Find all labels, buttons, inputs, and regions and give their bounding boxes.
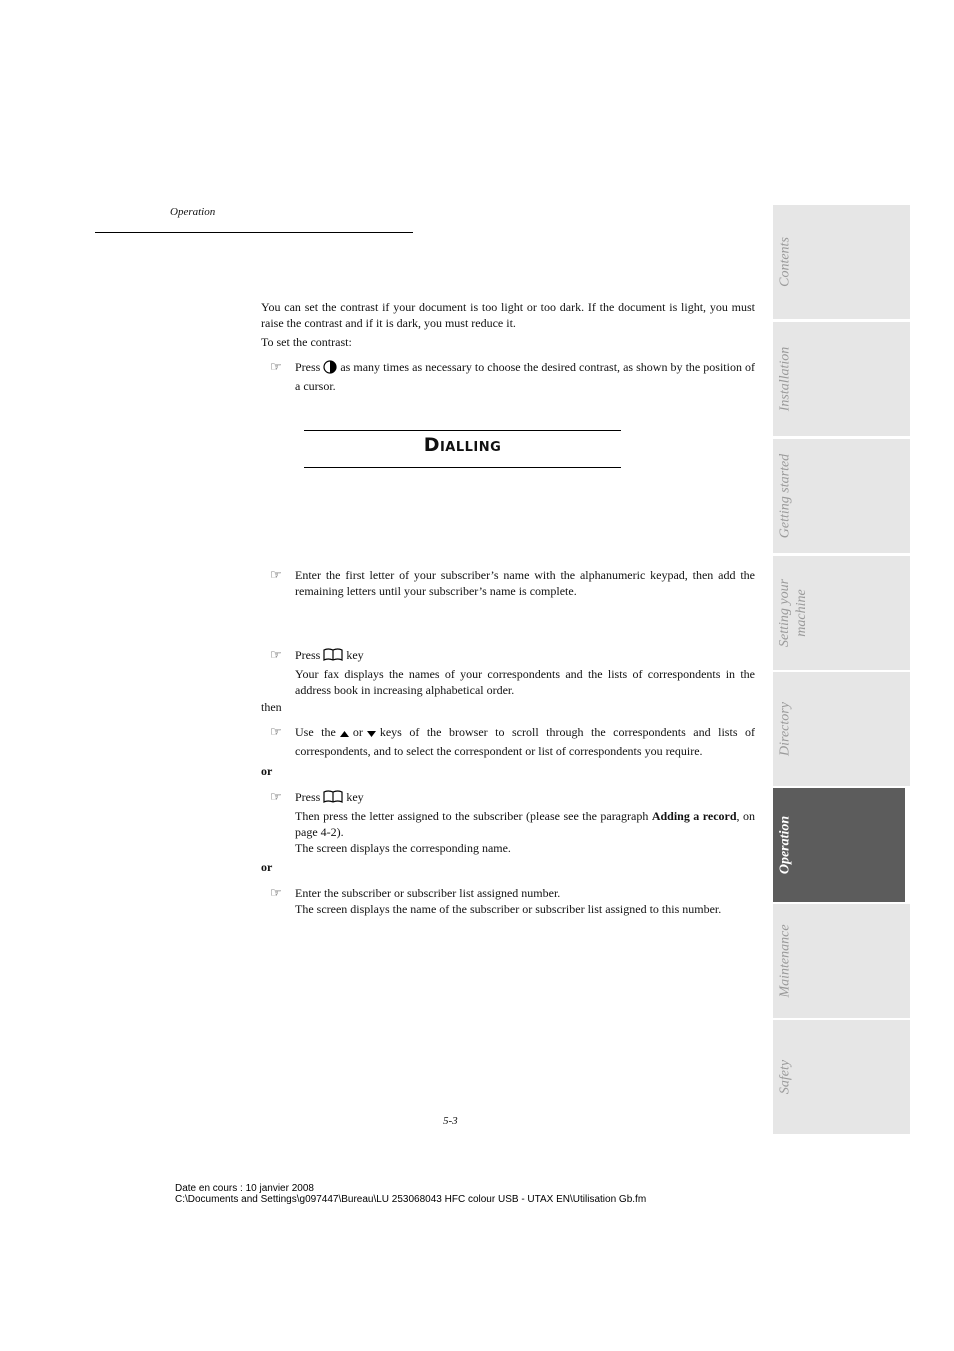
arrow-up-icon: [339, 727, 350, 743]
pointing-hand-icon: ☞: [270, 789, 282, 804]
pointing-hand-icon: ☞: [270, 567, 282, 582]
dial-step-number: Enter the subscriber or subscriber list assigned number. The screen displays the name of the subscriber or subscriber list assigned to this number.: [295, 886, 722, 916]
address-book-icon: [323, 790, 343, 808]
pointing-hand-icon: ☞: [270, 647, 282, 662]
or-label: or: [261, 764, 273, 778]
header-rule: [95, 232, 413, 233]
footer-path: C:\Documents and Settings\g097447\Bureau\LU 253068043 HFC colour USB - UTAX EN\Utilisation Gb.fm: [175, 1194, 647, 1205]
contrast-icon: [323, 360, 337, 378]
pointing-hand-icon: ☞: [270, 885, 282, 900]
tab-safety[interactable]: Safety: [773, 1020, 910, 1134]
address-book-icon: [323, 648, 343, 666]
heading-rule-top: [304, 430, 621, 431]
contrast-step: Press as many times as necessary to choose the desired contrast, as shown by the position of a cursor.: [295, 360, 755, 393]
tab-contents[interactable]: Contents: [773, 205, 910, 319]
page-number: 5-3: [443, 1115, 458, 1127]
tab-directory[interactable]: Directory: [773, 672, 910, 786]
dial-step-browse: Use the or keys of the browser to scroll through the correspondents and lists of correspondents, and to select the correspondent or list of correspondents you require.: [295, 725, 755, 758]
tab-installation[interactable]: Installation: [773, 322, 910, 436]
tab-setting-your-machine[interactable]: Setting your machine: [773, 556, 910, 670]
section-title: Dialling: [423, 434, 502, 456]
footer-date: Date en cours : 10 janvier 2008: [175, 1183, 314, 1194]
dial-step-name: Enter the first letter of your subscriber’s name with the alphanumeric keypad, then add the remaining letters until your subscriber’s name is complete.: [295, 568, 755, 598]
running-header: Operation: [170, 206, 216, 218]
contrast-to-set: To set the contrast:: [261, 335, 352, 349]
contrast-intro: You can set the contrast if your document is too light or too dark. If the document is light, you must raise the contrast and if it is dark, you must reduce it.: [261, 300, 755, 330]
tab-maintenance[interactable]: Maintenance: [773, 904, 910, 1018]
tab-operation[interactable]: Operation: [773, 788, 905, 902]
arrow-down-icon: [366, 727, 377, 743]
heading-rule-bottom: [304, 467, 621, 468]
then-label: then: [261, 700, 282, 714]
dial-step-letter: Press key Then press the letter assigned to the subscriber (please see the paragraph Adding a record, on page 4-2). The screen displays the corresponding name.: [295, 790, 755, 855]
or-label: or: [261, 860, 273, 874]
tab-getting-started[interactable]: Getting started: [773, 439, 910, 553]
dial-step-press-book: Press key Your fax displays the names of your correspondents and the lists of correspondents in the address book in increasing alphabetical order.: [295, 648, 755, 697]
cross-reference: Adding a record: [651, 809, 737, 823]
pointing-hand-icon: ☞: [270, 724, 282, 739]
pointing-hand-icon: ☞: [270, 359, 282, 374]
